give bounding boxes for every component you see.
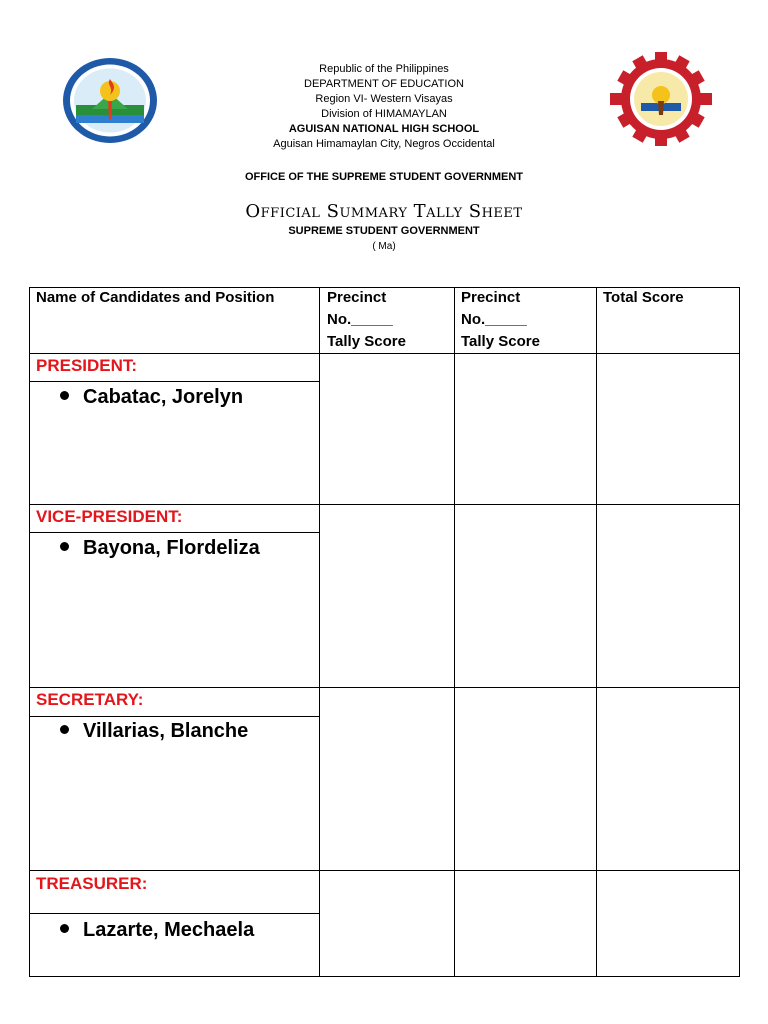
table-divider [29, 716, 319, 717]
candidate-name [60, 537, 260, 560]
header-precinct-1-line: No._____ [327, 311, 393, 328]
header-total-score: Total Score [603, 289, 684, 306]
header-address: Aguisan Himamaylan City, Negros Occidental [273, 138, 495, 150]
header-precinct-1-line: Tally Score [327, 333, 406, 350]
position-label-vice-president: VICE-PRESIDENT: [36, 507, 183, 526]
candidate-name-text: Cabatac, Jorelyn [83, 386, 244, 408]
bullet-icon [60, 542, 69, 551]
office-title: OFFICE OF THE SUPREME STUDENT GOVERNMENT [244, 171, 524, 183]
bullet-icon [60, 725, 69, 734]
header-candidates-position: Name of Candidates and Position [36, 289, 275, 306]
header-line-region: Region VI- Western Visayas [315, 93, 453, 105]
position-label-president: PRESIDENT: [36, 356, 138, 375]
candidate-name-text: Villarias, Blanche [83, 720, 249, 742]
header-line-deped: DEPARTMENT OF EDUCATION [304, 78, 464, 90]
candidate-name [60, 919, 254, 942]
candidate-name-text: Bayona, Flordeliza [83, 537, 260, 559]
table-divider [29, 687, 740, 688]
table-divider [29, 532, 319, 533]
page-subnote: ( Ma) [372, 241, 396, 252]
candidate-name [60, 386, 243, 409]
header-precinct-2-line: Tally Score [461, 333, 540, 350]
position-label-secretary: SECRETARY: [36, 690, 144, 709]
table-divider [454, 287, 455, 977]
bullet-icon [60, 924, 69, 933]
header-precinct-1 [327, 287, 406, 353]
position-label-treasurer: TREASURER: [36, 874, 148, 893]
candidate-name-text: Lazarte, Mechaela [83, 919, 255, 941]
header-school-name: AGUISAN NATIONAL HIGH SCHOOL [288, 123, 480, 135]
header-line-division: Division of HIMAMAYLAN [321, 108, 447, 120]
header-precinct-2 [461, 287, 540, 353]
page-subtitle: SUPREME STUDENT GOVERNMENT [288, 225, 480, 237]
table-divider [596, 287, 597, 977]
bullet-icon [60, 391, 69, 400]
header-precinct-2-line: Precinct [461, 289, 521, 306]
header-precinct-1-line: Precinct [327, 289, 387, 306]
table-divider [29, 870, 740, 871]
table-divider [319, 287, 320, 977]
table-divider [29, 913, 319, 914]
header-precinct-2-line: No._____ [461, 311, 527, 328]
candidate-name [60, 720, 248, 743]
letterhead [0, 62, 768, 152]
header-line-republic: Republic of the Philippines [319, 63, 449, 75]
page-title: Official Summary Tally Sheet [245, 201, 523, 222]
table-divider [29, 353, 740, 354]
table-divider [29, 504, 740, 505]
table-divider [29, 381, 319, 382]
